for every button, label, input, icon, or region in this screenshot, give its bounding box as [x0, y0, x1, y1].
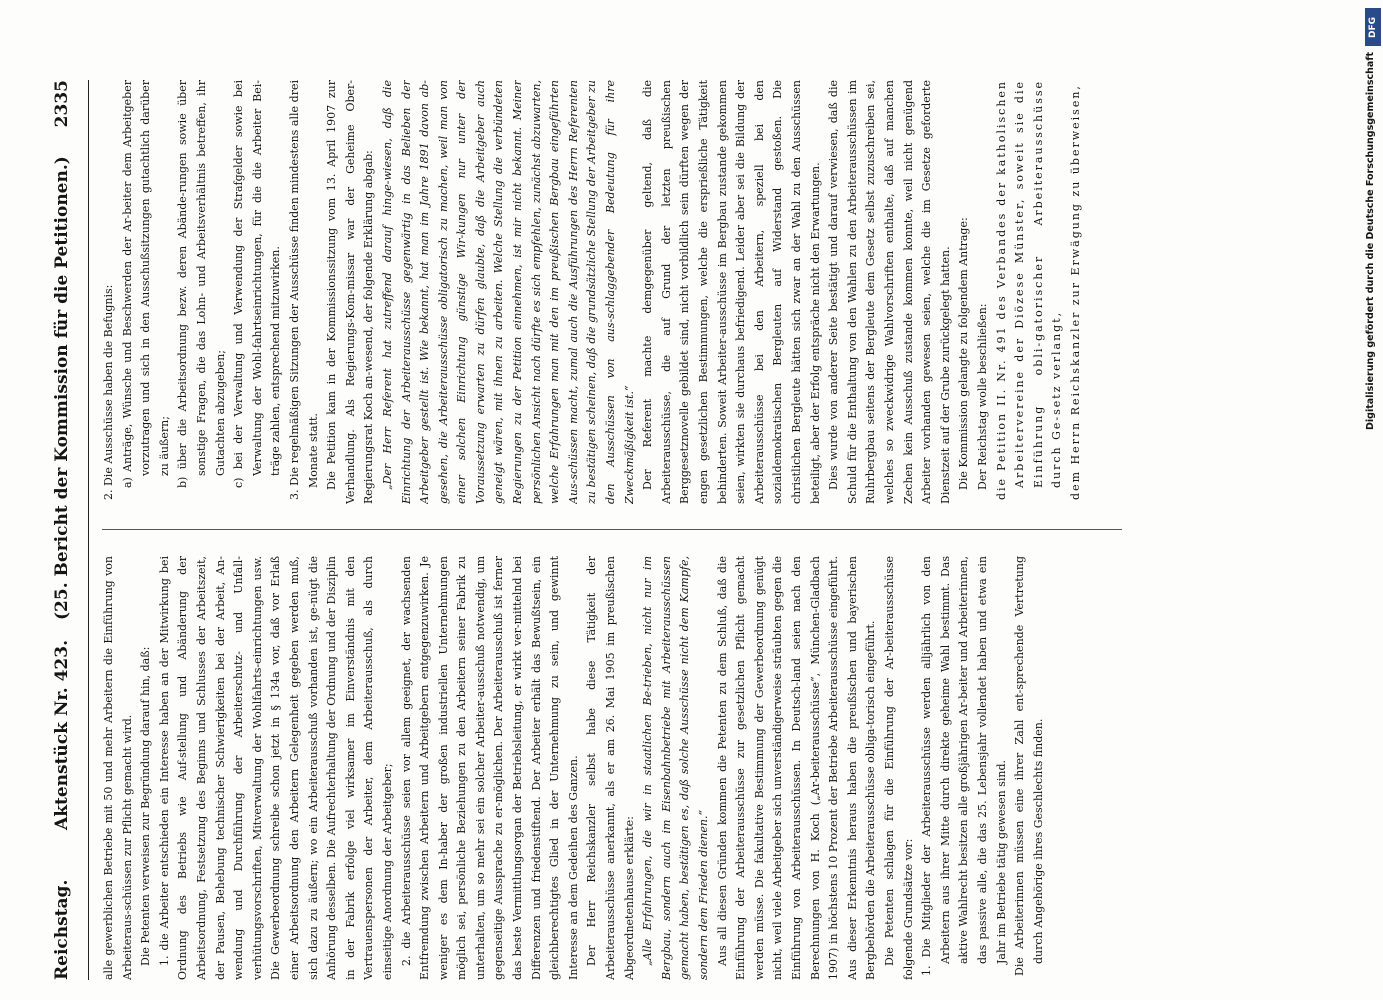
dfg-logo: DFG — [1365, 8, 1381, 46]
col1-paragraph: alle gewerblichen Betriebe mit 50 und mehr Arbeitern die Einführung von Arbeiteraus-schüssen zur Pflicht gemacht wird. — [102, 556, 134, 980]
col2-paragraph: Der Referent machte demgegenüber geltend, daß die Arbeiterausschüsse, die auf Grund der letzten preußischen Berggesetznovelle gebildet sind, nicht vorbildlich sein dürften wegen der engen gesetzlichen Bestimmungen, welche die ersprießliche Tätigkeit behinderten. Soweit Arbeiter-ausschüsse im Bergbau zustande gekommen seien, wirkten sie durchaus befriedigend. Leider aber sei die Bildung der Arbeiterausschüsse bei den Arbeitern, speziell bei den sozialdemokratischen Bergleuten auf Widerstand gestoßen. Die christlichen Bergleute hätten sich zwar an der Wahl zu den Ausschüssen beteiligt, aber der Erfolg entspräche nicht den Erwartungen. — [641, 80, 822, 504]
header-aktenstueck: Aktenstück Nr. 423. — [52, 639, 72, 830]
col1-paragraph: 2. die Arbeiterausschüsse seien vor allem geeignet, der wachsenden Entfremdung zwischen Arbeitern und Arbeitgebern entgegenzuwirken. Je weniger es dem In-haber der großen industriellen Unternehmungen möglich sei, persönliche Beziehungen zu den Arbeitern seiner Fabrik zu unterhalten, um so mehr sei ein solcher Arbeiter-ausschuß notwendig, um gegenseitige Aussprache zu er-möglichen. Der Arbeiterausschuß ist ferner das beste Vermittlungsorgan der Betriebsleitung, er wirkt ver-mittelnd bei Differenzen und friedenstiftend. Der Arbeiter erhält das Bewußtsein, ein gleichberechtigtes Glied in der Unternehmung zu sein, und gewinnt Interesse an dem Gedeihen des Ganzen. — [399, 556, 580, 980]
col2-list-item: 2. Die Ausschüsse haben die Befugnis: — [102, 284, 115, 500]
col2-list-item: 3. Die regelmäßigen Sitzungen der Ausschüsse finden mindestens alle drei Monate statt. — [287, 80, 320, 500]
header-reichstag: Reichstag. — [52, 879, 72, 980]
col2-paragraph: Der Reichstag wolle beschließen: — [975, 303, 989, 490]
col2-paragraph: Die Petition kam in der Kommissionssitzung vom 13. April 1907 zur Verhandlung. Als Regierungs-Kom-missar war der Geheime Ober-Regierungsrat Koch an-wesend, der folgende Erklärung abgab: — [325, 80, 376, 504]
page-header — [40, 80, 89, 980]
column-divider — [102, 529, 1122, 530]
col1-list-item: 1. Die Mitglieder der Arbeiterausschüsse werden alljährlich von den Arbeitern aus ihrer Mitte durch direkte geheime Wahl bestimmt. Das aktive Wahlrecht besitzen alle großjährigen Ar-beiter und Arbeiterinnen, das passive alle, die das 25. Lebensjahr vollendet haben und etwa ein Jahr im Betriebe tätig gewesen sind. — [920, 556, 1008, 976]
col1-paragraph: 1. die Arbeiter entschieden ein Interesse haben an der Mitwirkung bei Ordnung des Betriebs wie Auf-stellung und Abänderung der Arbeitsordnung, Festsetzung des Beginns und Schlusses der Arbeitszeit, der Pausen, Behebung technischer Schwierigkeiten bei der Arbeit, An-wendung und Durchführung der Arbeiterschutz- und Unfall-verhütungsvorschriften, Mitverwaltung der Wohlfahrts-einrichtungen usw. Die Gewerbeordnung schreibe schon jetzt in § 134a vor, daß vor Erlaß einer Arbeitsordnung den Arbeitern Gelegenheit gegeben werden muß, sich dazu zu äußern; wo ein Arbeiterausschuß vorhanden ist, ge-nügt die Anhörung desselben. Die Aufrechterhaltung der Ordnung und der Disziplin in der Fabrik erfolge viel wirksamer im Einverständnis mit den Vertrauenspersonen der Arbeiter, dem Arbeiterausschuß, als durch einseitige Anordnung der Arbeitgeber; — [157, 556, 394, 980]
header-title: (25. Bericht der Kommission für die Petitionen.) — [52, 156, 72, 620]
col1-paragraph: Die Petenten verweisen zur Begründung darauf hin, daß: — [139, 646, 153, 966]
col2-motion-conclusion: dem Herrn Reichskanzler zur Erwägung zu überweisen, — [1068, 84, 1082, 500]
col2-paragraph: Dies wurde von anderer Seite bestätigt und darauf verwiesen, daß die Schuld für die Enthaltung von den Wahlen zu den Arbeiterausschüssen im Ruhrbergbau seitens der Bergleute dem Gesetz selbst zuzuschreiben sei, welches so zweckwidrige Wahlvorschriften enthalte, daß auf manchen Zechen kein Ausschuß zustande kommen konnte, weil nicht genügend Arbeiter vorhanden gewesen seien, welche die im Gesetze geforderte Dienstzeit auf der Grube zurückgelegt hatten. — [827, 80, 952, 504]
page-number: 2335 — [52, 80, 72, 128]
col2-list-item: c) bei der Verwaltung und Verwendung der Strafgelder sowie bei Verwaltung der Wohl-fahrtseinrichtungen, für die die Arbeiter Bei-träge zahlen, entsprechend mitzuwirken. — [232, 80, 283, 488]
col2-list-item: b) über die Arbeitsordnung bezw. deren Abände-rungen sowie über sonstige Fragen, die das Lohn- und Arbeitsverhältnis betreffen, ihr Gutachten abzugeben; — [176, 80, 227, 488]
col2-motion: die Petition II. Nr. 491 des Verbandes der katholischen Arbeitervereine der Diözese Münster, soweit sie die Einführung obli-gatorischer Arbeiterausschüsse durch Ge-setz verlangt, — [994, 80, 1064, 500]
digitization-note: Digitalisierung gefördert durch die Deutsche Forschungsgemeinschaft — [1365, 52, 1376, 430]
col2-list-item: a) Anträge, Wünsche und Beschwerden der Ar-beiter dem Arbeitgeber vorzutragen und sich in den Ausschußsitzungen gutachtlich darüber zu äußern; — [120, 80, 171, 488]
text-column-left — [100, 556, 1130, 980]
col2-quote: „Der Herr Referent hat zutreffend darauf hinge-wiesen, daß die Einrichtung der Arbeiterausschüsse gegenwärtig in das Belieben der Arbeitgeber gestellt ist. Wie bekannt, hat man im Jahre 1891 davon ab-gesehen, die Arbeiterausschüsse obligatorisch zu machen, weil man von einer solchen Einrichtung günstige Wir-kungen nur unter der Voraussetzung erwarten zu dürfen glaubte, daß die Arbeitgeber auch geneigt wären, mit ihnen zu arbeiten. Welche Stellung die verbündeten Regierungen zu der Petition einnehmen, ist mir nicht bekannt. Meiner persönlichen Ansicht nach dürfte es sich empfehlen, zunächst abzuwarten, welche Erfahrungen man mit den im preußischen Bergbau eingeführten Aus-schüssen macht, zumal auch die Ausführungen des Herrn Referenten zu bestätigen scheinen, daß die grundsätzliche Stellung der Arbeitgeber zu den Ausschüssen von aus-schlaggebender Bedeutung für ihre Zweckmäßigkeit ist.“ — [380, 80, 636, 504]
text-column-right — [100, 80, 1130, 504]
col1-paragraph: Der Herr Reichskanzler selbst habe diese Tätigkeit der Arbeiterausschüsse anerkannt, als er am 26. Mai 1905 im preußischen Abgeordnetenhause erklärte: — [585, 556, 636, 980]
col1-quote: „Alle Erfahrungen, die wir in staatlichen Be-trieben, nicht nur im Bergbau, sondern auch im Eisenbahnbetriebe mit Arbeiterausschüssen gemacht haben, bestätigen es, daß solche Ausschüsse nicht dem Kampfe, sondern dem Frieden dienen.“ — [641, 556, 710, 980]
rotated-document-page — [40, 80, 1340, 980]
col2-paragraph: Die Kommission gelangte zu folgendem Antrage: — [957, 217, 971, 490]
col1-paragraph: Die Petenten schlagen für die Einführung der Ar-beiterausschüsse folgende Grundsätze vor: — [882, 556, 915, 980]
col1-paragraph: Aus all diesen Gründen kommen die Petenten zu dem Schluß, daß die Einführung der Arbeiterausschüsse zur gesetzlichen Pflicht gemacht werden müsse. Die fakultative Bestimmung der Gewerbeordnung genügt nicht, weil viele Arbeitgeber sich unverständigerweise sträubten gegen die Einführung von Arbeiterausschüssen. In Deutsch-land seien nach den Berechnungen von H. Koch („Ar-beiterausschüsse“, München-Gladbach 1907) in höchstens 10 Prozent der Betriebe Arbeiterausschüsse eingeführt. Aus dieser Erkenntnis heraus haben die preußischen und bayerischen Bergbehörden die Arbeiterausschüsse obliga-torisch eingeführt. — [715, 556, 878, 980]
col1-list-item: Die Arbeiterinnen müssen eine ihrer Zahl ent-sprechende Vertretung durch Angehörige ihres Geschlechts finden. — [1013, 556, 1045, 976]
